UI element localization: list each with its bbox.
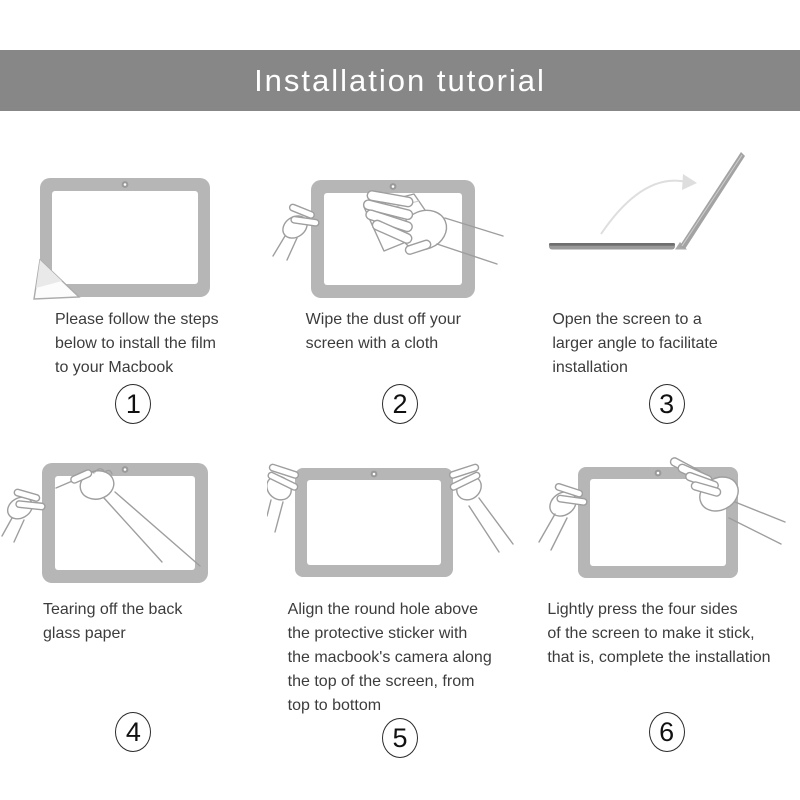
step-3 [533, 130, 800, 430]
caption-line: Align the round hole above [287, 601, 479, 618]
step-number-badge: 5 [382, 718, 418, 758]
step-3-caption [552, 308, 800, 380]
step-1 [0, 130, 267, 430]
step-5 [267, 440, 534, 758]
step-4-caption [43, 598, 267, 646]
illustration-step-6 [533, 440, 800, 592]
pressing-screen-icon [533, 440, 799, 592]
caption-line: Open the screen to a [552, 311, 702, 328]
step-4 [0, 440, 267, 758]
screen-area [55, 476, 195, 570]
aligning-film-icon [267, 440, 533, 592]
step-number-badge: 1 [115, 384, 151, 424]
step-6-number [533, 712, 800, 752]
step-2-caption [306, 308, 534, 356]
step-1-caption [55, 308, 267, 380]
laptop-opening-icon [533, 130, 799, 302]
caption-line: larger angle to facilitate [552, 335, 718, 352]
camera-dot-center [124, 468, 127, 471]
step-2-number [267, 384, 534, 424]
illustration-step-1 [0, 130, 267, 302]
step-5-caption [288, 598, 534, 718]
steps-row-2 [0, 440, 800, 758]
caption-line: below to install the film [55, 335, 216, 352]
step-6-caption [547, 598, 800, 670]
laptop-lid-highlight [682, 155, 742, 246]
film-with-peeled-corner-icon [0, 130, 266, 302]
caption-line: installation [552, 359, 628, 376]
caption-line: top to bottom [287, 697, 382, 714]
hand-wiping-screen-icon [267, 130, 533, 302]
caption-line: Tearing off the back [43, 601, 183, 618]
step-6 [533, 440, 800, 758]
caption-line: the macbook's camera along [287, 649, 492, 666]
caption-line: Please follow the steps [55, 311, 219, 328]
step-2 [267, 130, 534, 430]
laptop-base-edge [549, 243, 675, 246]
holding-hand-icon [2, 489, 45, 542]
caption-line: Lightly press the four sides [547, 601, 738, 618]
caption-line: screen with a cloth [305, 335, 439, 352]
camera-dot-center [372, 473, 375, 476]
illustration-step-5 [267, 440, 534, 592]
step-3-number [533, 384, 800, 424]
illustration-step-4 [0, 440, 267, 592]
tearing-backing-icon [0, 440, 266, 592]
steps-row-1 [0, 130, 800, 430]
open-arrow-head [682, 174, 697, 190]
step-5-number [267, 718, 534, 758]
right-hand-icon [448, 464, 512, 552]
banner [0, 50, 800, 111]
caption-line: Wipe the dust off your [305, 311, 461, 328]
illustration-step-3 [533, 130, 800, 302]
camera-dot-center [657, 472, 660, 475]
caption-line: the protective sticker with [287, 625, 468, 642]
caption-line: to your Macbook [55, 359, 174, 376]
caption-line: that is, complete the installation [547, 649, 771, 666]
step-number-badge: 6 [649, 712, 685, 752]
banner-title: Installation tutorial [254, 62, 546, 98]
open-arrow-icon [601, 181, 687, 234]
caption-line: the top of the screen, from [287, 673, 475, 690]
step-number-badge: 4 [115, 712, 151, 752]
step-number-badge: 3 [649, 384, 685, 424]
screen-area [52, 191, 198, 284]
screen-area [307, 480, 441, 565]
caption-line: glass paper [43, 625, 126, 642]
step-4-number [0, 712, 267, 752]
camera-dot-center [124, 183, 127, 186]
step-number-badge: 2 [382, 384, 418, 424]
step-1-number [0, 384, 267, 424]
illustration-step-2 [267, 130, 534, 302]
camera-dot-center [391, 185, 394, 188]
left-hand-icon [267, 464, 299, 532]
caption-line: of the screen to make it stick, [547, 625, 755, 642]
